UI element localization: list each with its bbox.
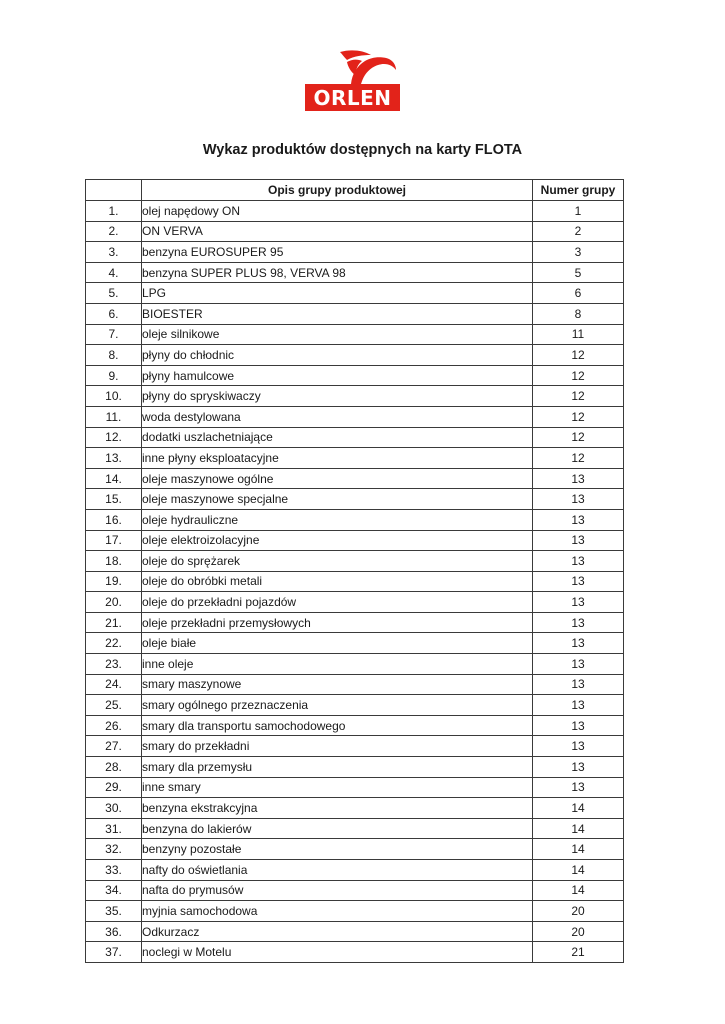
table-row bbox=[86, 818, 624, 839]
row-group-number: 13 bbox=[533, 468, 624, 489]
row-description: dodatki uszlachetniające bbox=[142, 427, 533, 448]
row-number: 2. bbox=[86, 221, 142, 242]
row-number: 34. bbox=[86, 880, 142, 901]
row-description: oleje białe bbox=[142, 633, 533, 654]
row-group-number: 5 bbox=[533, 262, 624, 283]
row-number: 3. bbox=[86, 242, 142, 263]
table-row bbox=[86, 777, 624, 798]
row-group-number: 13 bbox=[533, 551, 624, 572]
table-row bbox=[86, 880, 624, 901]
table-row bbox=[86, 798, 624, 819]
row-description: oleje maszynowe ogólne bbox=[142, 468, 533, 489]
row-description: nafty do oświetlania bbox=[142, 860, 533, 881]
row-group-number: 13 bbox=[533, 592, 624, 613]
row-number: 33. bbox=[86, 860, 142, 881]
orlen-logo bbox=[305, 44, 400, 112]
table-row bbox=[86, 654, 624, 675]
row-number: 20. bbox=[86, 592, 142, 613]
row-description: smary maszynowe bbox=[142, 674, 533, 695]
row-description: oleje maszynowe specjalne bbox=[142, 489, 533, 510]
row-number: 32. bbox=[86, 839, 142, 860]
products-table bbox=[85, 179, 624, 963]
row-description: płyny do chłodnic bbox=[142, 345, 533, 366]
row-number: 30. bbox=[86, 798, 142, 819]
row-number: 25. bbox=[86, 695, 142, 716]
row-description: smary dla transportu samochodowego bbox=[142, 715, 533, 736]
table-row bbox=[86, 489, 624, 510]
row-description: płyny hamulcowe bbox=[142, 365, 533, 386]
row-description: inne smary bbox=[142, 777, 533, 798]
logo-wordmark-box bbox=[305, 84, 400, 111]
table-row bbox=[86, 715, 624, 736]
row-number: 21. bbox=[86, 612, 142, 633]
table-row bbox=[86, 674, 624, 695]
table-row bbox=[86, 571, 624, 592]
row-number: 6. bbox=[86, 303, 142, 324]
row-number: 22. bbox=[86, 633, 142, 654]
row-description: ON VERVA bbox=[142, 221, 533, 242]
row-description: benzyna EUROSUPER 95 bbox=[142, 242, 533, 263]
row-number: 24. bbox=[86, 674, 142, 695]
row-group-number: 13 bbox=[533, 633, 624, 654]
row-number: 15. bbox=[86, 489, 142, 510]
row-description: BIOESTER bbox=[142, 303, 533, 324]
row-description: oleje elektroizolacyjne bbox=[142, 530, 533, 551]
table-row bbox=[86, 592, 624, 613]
row-group-number: 20 bbox=[533, 921, 624, 942]
products-table-body bbox=[86, 201, 624, 963]
row-group-number: 12 bbox=[533, 406, 624, 427]
row-group-number: 14 bbox=[533, 880, 624, 901]
row-number: 26. bbox=[86, 715, 142, 736]
table-row bbox=[86, 406, 624, 427]
row-group-number: 14 bbox=[533, 839, 624, 860]
row-group-number: 21 bbox=[533, 942, 624, 963]
row-description: oleje do sprężarek bbox=[142, 551, 533, 572]
row-number: 35. bbox=[86, 901, 142, 922]
table-row bbox=[86, 839, 624, 860]
logo-wordmark: ORLEN bbox=[313, 85, 392, 110]
row-description: benzyny pozostałe bbox=[142, 839, 533, 860]
row-group-number: 12 bbox=[533, 448, 624, 469]
row-number: 28. bbox=[86, 757, 142, 778]
table-row bbox=[86, 242, 624, 263]
row-number: 19. bbox=[86, 571, 142, 592]
row-group-number: 13 bbox=[533, 612, 624, 633]
table-row bbox=[86, 365, 624, 386]
row-number: 1. bbox=[86, 201, 142, 222]
table-row bbox=[86, 303, 624, 324]
table-row bbox=[86, 860, 624, 881]
row-number: 31. bbox=[86, 818, 142, 839]
table-row bbox=[86, 262, 624, 283]
row-group-number: 13 bbox=[533, 715, 624, 736]
row-description: Odkurzacz bbox=[142, 921, 533, 942]
row-group-number: 12 bbox=[533, 345, 624, 366]
row-description: oleje silnikowe bbox=[142, 324, 533, 345]
row-group-number: 13 bbox=[533, 571, 624, 592]
row-description: benzyna do lakierów bbox=[142, 818, 533, 839]
row-description: LPG bbox=[142, 283, 533, 304]
row-description: oleje do obróbki metali bbox=[142, 571, 533, 592]
row-number: 5. bbox=[86, 283, 142, 304]
row-group-number: 13 bbox=[533, 674, 624, 695]
table-row bbox=[86, 901, 624, 922]
row-group-number: 12 bbox=[533, 427, 624, 448]
table-header-row bbox=[86, 180, 624, 201]
table-row bbox=[86, 201, 624, 222]
row-number: 10. bbox=[86, 386, 142, 407]
page-title: Wykaz produktów dostępnych na karty FLOTA bbox=[202, 142, 523, 158]
row-group-number: 13 bbox=[533, 509, 624, 530]
row-number: 27. bbox=[86, 736, 142, 757]
row-number: 36. bbox=[86, 921, 142, 942]
row-group-number: 14 bbox=[533, 818, 624, 839]
row-description: płyny do spryskiwaczy bbox=[142, 386, 533, 407]
table-row bbox=[86, 386, 624, 407]
table-row bbox=[86, 427, 624, 448]
row-description: oleje do przekładni pojazdów bbox=[142, 592, 533, 613]
row-description: inne płyny eksploatacyjne bbox=[142, 448, 533, 469]
row-description: myjnia samochodowa bbox=[142, 901, 533, 922]
row-group-number: 1 bbox=[533, 201, 624, 222]
table-row bbox=[86, 283, 624, 304]
row-group-number: 13 bbox=[533, 530, 624, 551]
row-description: olej napędowy ON bbox=[142, 201, 533, 222]
table-row bbox=[86, 448, 624, 469]
row-number: 7. bbox=[86, 324, 142, 345]
table-row bbox=[86, 757, 624, 778]
row-number: 16. bbox=[86, 509, 142, 530]
table-row bbox=[86, 221, 624, 242]
header-group: Numer grupy bbox=[533, 180, 624, 201]
row-number: 23. bbox=[86, 654, 142, 675]
row-group-number: 14 bbox=[533, 798, 624, 819]
table-row bbox=[86, 530, 624, 551]
row-description: noclegi w Motelu bbox=[142, 942, 533, 963]
row-number: 9. bbox=[86, 365, 142, 386]
row-group-number: 13 bbox=[533, 695, 624, 716]
row-description: nafta do prymusów bbox=[142, 880, 533, 901]
row-number: 17. bbox=[86, 530, 142, 551]
row-number: 8. bbox=[86, 345, 142, 366]
row-group-number: 2 bbox=[533, 221, 624, 242]
row-description: smary ogólnego przeznaczenia bbox=[142, 695, 533, 716]
row-description: benzyna SUPER PLUS 98, VERVA 98 bbox=[142, 262, 533, 283]
row-group-number: 12 bbox=[533, 386, 624, 407]
header-description: Opis grupy produktowej bbox=[142, 180, 533, 201]
row-group-number: 6 bbox=[533, 283, 624, 304]
row-description: smary do przekładni bbox=[142, 736, 533, 757]
row-number: 4. bbox=[86, 262, 142, 283]
row-description: oleje przekładni przemysłowych bbox=[142, 612, 533, 633]
table-row bbox=[86, 324, 624, 345]
row-group-number: 13 bbox=[533, 777, 624, 798]
table-row bbox=[86, 633, 624, 654]
row-number: 11. bbox=[86, 406, 142, 427]
row-description: oleje hydrauliczne bbox=[142, 509, 533, 530]
orlen-eagle-icon bbox=[305, 44, 400, 86]
row-group-number: 13 bbox=[533, 736, 624, 757]
row-description: benzyna ekstrakcyjna bbox=[142, 798, 533, 819]
table-row bbox=[86, 695, 624, 716]
table-row bbox=[86, 345, 624, 366]
row-number: 14. bbox=[86, 468, 142, 489]
table-row bbox=[86, 736, 624, 757]
row-number: 37. bbox=[86, 942, 142, 963]
row-group-number: 20 bbox=[533, 901, 624, 922]
row-description: smary dla przemysłu bbox=[142, 757, 533, 778]
table-row bbox=[86, 942, 624, 963]
row-number: 18. bbox=[86, 551, 142, 572]
row-number: 12. bbox=[86, 427, 142, 448]
row-group-number: 12 bbox=[533, 365, 624, 386]
table-row bbox=[86, 921, 624, 942]
row-group-number: 3 bbox=[533, 242, 624, 263]
row-number: 29. bbox=[86, 777, 142, 798]
row-group-number: 13 bbox=[533, 757, 624, 778]
table-row bbox=[86, 612, 624, 633]
row-description: woda destylowana bbox=[142, 406, 533, 427]
row-group-number: 13 bbox=[533, 489, 624, 510]
header-number bbox=[86, 180, 142, 201]
row-number: 13. bbox=[86, 448, 142, 469]
row-group-number: 8 bbox=[533, 303, 624, 324]
row-group-number: 11 bbox=[533, 324, 624, 345]
table-row bbox=[86, 468, 624, 489]
row-group-number: 14 bbox=[533, 860, 624, 881]
table-row bbox=[86, 551, 624, 572]
table-row bbox=[86, 509, 624, 530]
row-group-number: 13 bbox=[533, 654, 624, 675]
row-description: inne oleje bbox=[142, 654, 533, 675]
